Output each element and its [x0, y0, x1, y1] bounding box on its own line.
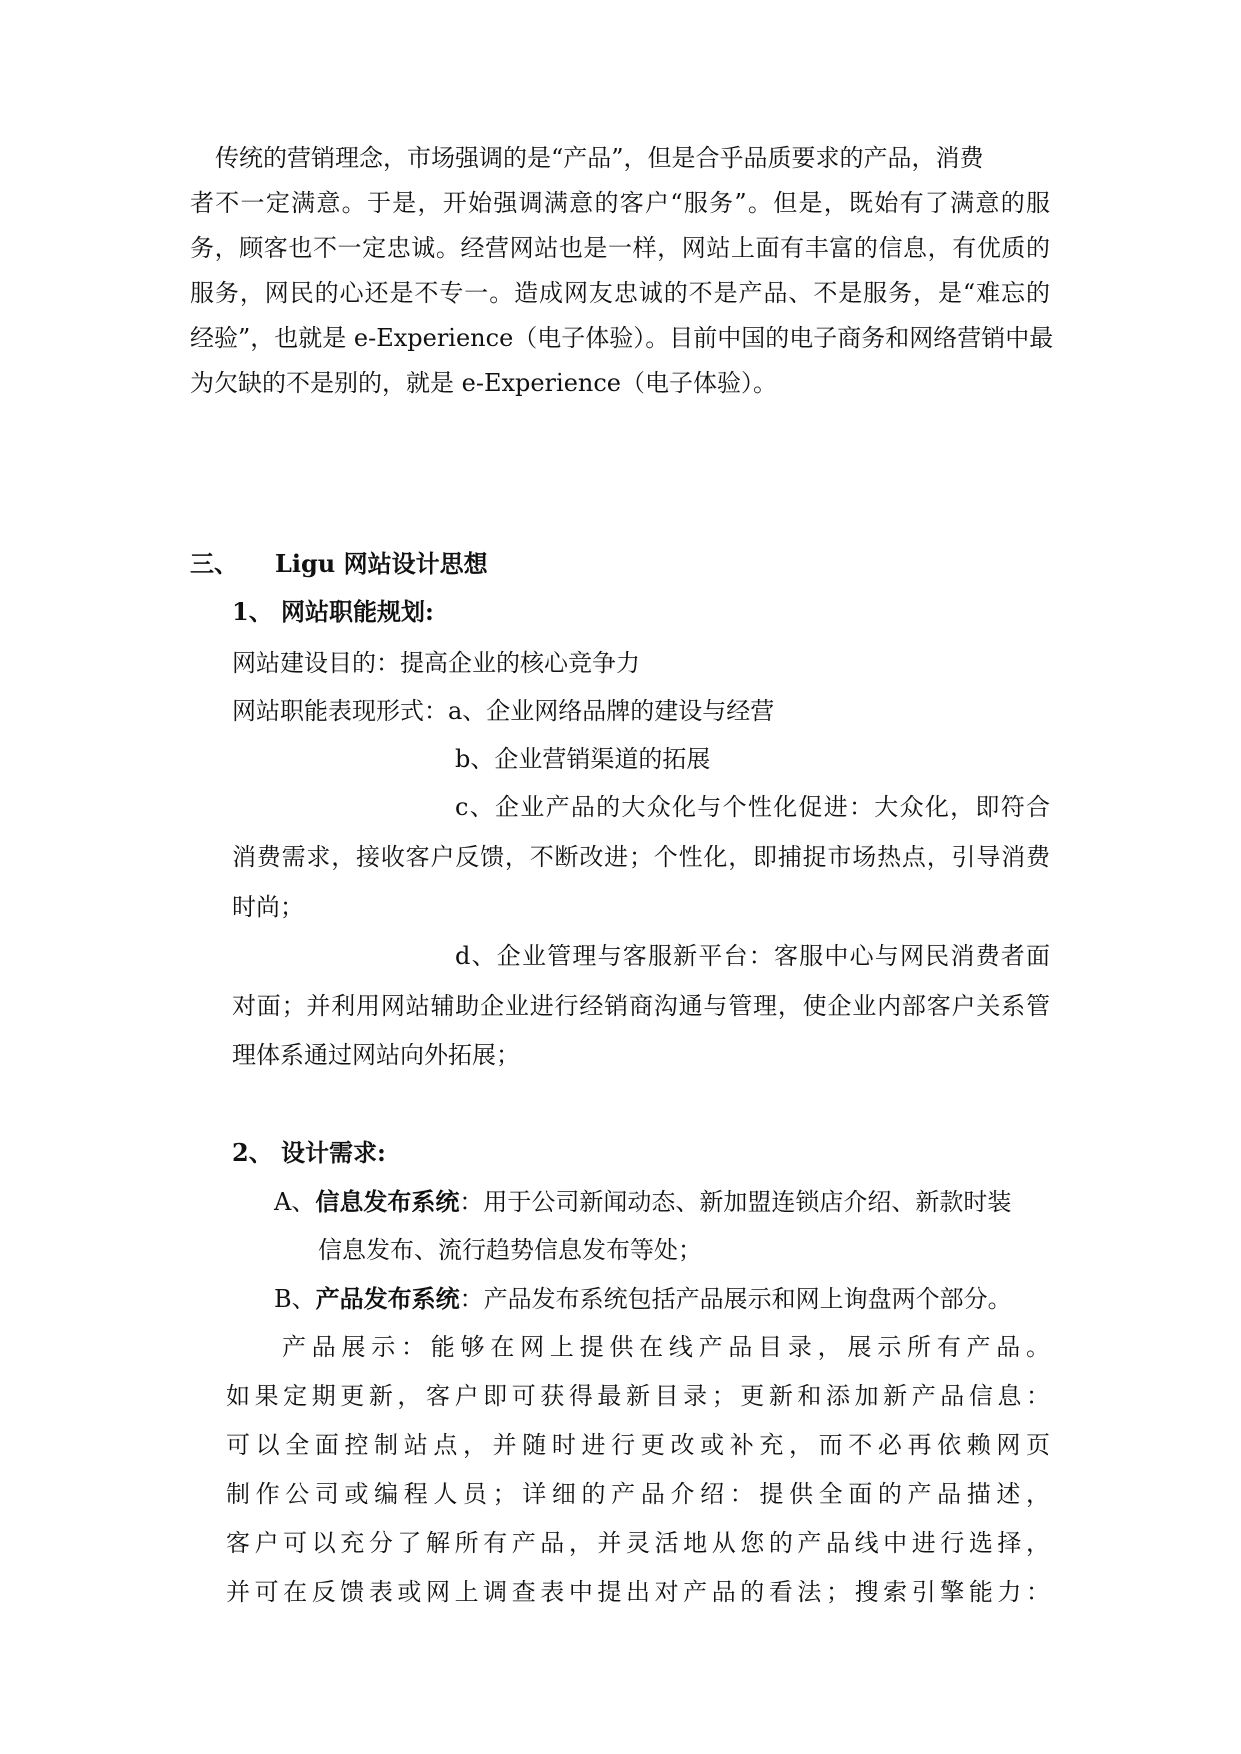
intro-line-6: 为欠缺的不是别的，就是 e-Experience（电子体验）。	[190, 369, 778, 397]
product-line-5: 客户可以充分了解所有产品，并灵活地从您的产品线中进行选择，	[226, 1529, 1050, 1557]
function-item-b: b、企业营销渠道的拓展	[455, 745, 711, 773]
subsection-1-heading: 1、 网站职能规划:	[232, 597, 434, 626]
function-item-a: a、企业网络品牌的建设与经营	[448, 697, 775, 725]
requirement-b-prefix: B、	[274, 1285, 316, 1313]
function-item-d-line-2: 对面；并利用网站辅助企业进行经销商沟通与管理，使企业内部客户关系管	[232, 992, 1050, 1020]
requirement-b	[274, 1284, 1050, 1314]
intro-line-2: 者不一定满意。于是，开始强调满意的客户“服务”。但是，既始有了满意的服	[190, 189, 1050, 217]
requirement-a-text: ：用于公司新闻动态、新加盟连锁店介绍、新款时装	[459, 1188, 1012, 1216]
requirement-a-continuation: 信息发布、流行趋势信息发布等处；	[318, 1236, 702, 1264]
product-line-2: 如果定期更新，客户即可获得最新目录；更新和添加新产品信息：	[226, 1382, 1050, 1410]
product-line-6: 并可在反馈表或网上调查表中提出对产品的看法；搜索引擎能力：	[226, 1578, 1050, 1606]
intro-line-4: 服务，网民的心还是不专一。造成网友忠诚的不是产品、不是服务，是“难忘的	[190, 279, 1050, 307]
product-line-3: 可以全面控制站点，并随时进行更改或补充，而不必再依赖网页	[226, 1431, 1050, 1459]
intro-line-1: 传统的营销理念，市场强调的是“产品”，但是合乎品质要求的产品，消费	[215, 144, 984, 172]
function-item-c-line-2: 消费需求，接收客户反馈，不断改进；个性化，即捕捉市场热点，引导消费	[232, 843, 1050, 871]
requirement-b-text: ：产品发布系统包括产品展示和网上询盘两个部分。	[459, 1285, 1012, 1313]
requirement-a-prefix: A、	[274, 1188, 316, 1216]
section-title: Ligu 网站设计思想	[275, 549, 488, 578]
product-line-4: 制作公司或编程人员；详细的产品介绍：提供全面的产品描述，	[226, 1480, 1050, 1508]
intro-line-5: 经验”，也就是 e-Experience（电子体验）。目前中国的电子商务和网络营销中最	[190, 324, 1054, 352]
function-item-c-line-1: c、企业产品的大众化与个性化促进：大众化，即符合	[455, 793, 1050, 821]
section-number: 三、	[190, 549, 238, 578]
intro-line-3: 务，顾客也不一定忠诚。经营网站也是一样，网站上面有丰富的信息，有优质的	[190, 234, 1050, 262]
requirement-a	[274, 1187, 1050, 1217]
function-item-c-line-3: 时尚；	[232, 893, 304, 921]
product-line-1: 产品展示：能够在网上提供在线产品目录，展示所有产品。	[282, 1333, 1050, 1361]
functions-label: 网站职能表现形式：	[232, 697, 448, 725]
function-item-d-line-3: 理体系通过网站向外拓展；	[232, 1041, 520, 1069]
site-purpose: 网站建设目的：提高企业的核心竞争力	[232, 649, 640, 677]
function-item-d-line-1: d、企业管理与客服新平台：客服中心与网民消费者面	[455, 942, 1050, 970]
subsection-2-heading: 2、 设计需求:	[232, 1138, 386, 1167]
requirement-b-title: 产品发布系统	[315, 1284, 460, 1313]
requirement-a-title: 信息发布系统	[315, 1187, 460, 1216]
